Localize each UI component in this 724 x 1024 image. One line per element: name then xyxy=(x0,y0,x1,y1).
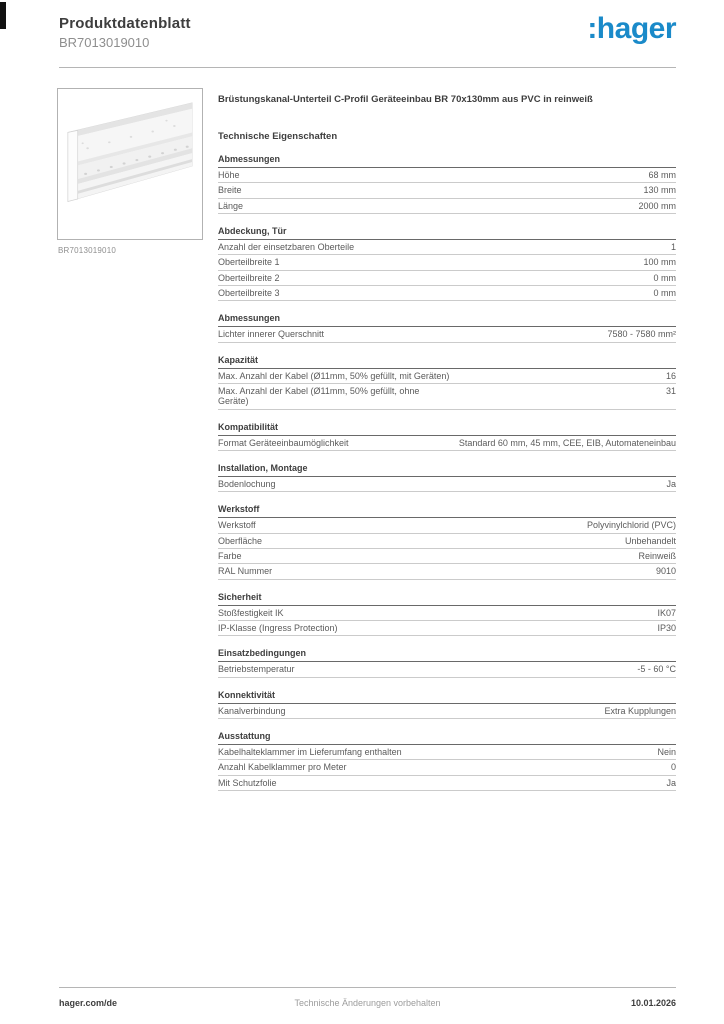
spec-row xyxy=(218,518,676,533)
spec-column xyxy=(218,94,676,791)
spec-label: Lichter innerer Querschnitt xyxy=(218,329,325,340)
spec-value: 16 xyxy=(665,370,676,381)
spec-value: 0 xyxy=(670,762,676,773)
spec-row xyxy=(218,436,676,451)
spec-section xyxy=(218,690,676,719)
section-title: Einsatzbedingungen xyxy=(218,648,676,662)
spec-section xyxy=(218,463,676,492)
section-title: Kompatibilität xyxy=(218,422,676,436)
spec-value: Ja xyxy=(666,479,676,489)
product-image-caption: BR7013019010 xyxy=(58,246,117,255)
spec-row xyxy=(218,384,676,410)
spec-row xyxy=(218,477,676,492)
section-title: Abmessungen xyxy=(218,313,676,327)
spec-row xyxy=(218,183,676,198)
spec-value: Reinweiß xyxy=(638,551,676,562)
spec-label: RAL Nummer xyxy=(218,566,273,577)
spec-label: Oberteilbreite 2 xyxy=(218,272,280,283)
spec-value: IK07 xyxy=(657,607,676,618)
spec-section xyxy=(218,592,676,637)
spec-value: 1 xyxy=(670,241,676,252)
spec-label: Anzahl der einsetzbaren Oberteile xyxy=(218,241,355,252)
footer-disclaimer: Technische Änderungen vorbehalten xyxy=(294,998,441,1008)
spec-label: Betriebstemperatur xyxy=(218,664,295,675)
spec-section xyxy=(218,648,676,677)
spec-section xyxy=(218,226,676,301)
section-title: Kapazität xyxy=(218,355,676,369)
section-title: Abmessungen xyxy=(218,154,676,168)
document-header xyxy=(59,15,191,50)
section-title: Sicherheit xyxy=(218,592,676,606)
spec-label: Kanalverbindung xyxy=(218,705,286,716)
spec-row xyxy=(218,549,676,564)
spec-value: 9010 xyxy=(655,566,676,577)
spec-row xyxy=(218,704,676,719)
spec-section xyxy=(218,504,676,579)
document-product-id: BR7013019010 xyxy=(59,35,150,50)
section-title: Werkstoff xyxy=(218,504,676,518)
technical-properties-heading: Technische Eigenschaften xyxy=(218,130,338,142)
product-image-frame xyxy=(57,88,203,240)
spec-value: Standard 60 mm, 45 mm, CEE, EIB, Automateneinbau xyxy=(458,437,676,448)
spec-row xyxy=(218,745,676,760)
spec-value: IP30 xyxy=(657,623,676,634)
spec-label: Max. Anzahl der Kabel (Ø11mm, 50% gefüllt, mit Geräten) xyxy=(218,370,450,381)
spec-value: Ja xyxy=(666,777,676,788)
footer-divider xyxy=(59,987,676,988)
spec-label: Bodenlochung xyxy=(218,479,276,489)
document-title: Produktdatenblatt xyxy=(59,15,191,32)
spec-section xyxy=(218,355,676,410)
spec-label: Oberfläche xyxy=(218,535,263,546)
spec-value: 130 mm xyxy=(643,185,676,196)
spec-value: -5 - 60 °C xyxy=(637,664,676,675)
page-corner-mark xyxy=(0,2,6,29)
hager-logo: :hager xyxy=(587,12,676,45)
spec-label: Mit Schutzfolie xyxy=(218,777,277,788)
spec-label: Format Geräteeinbaumöglichkeit xyxy=(218,437,349,448)
spec-row xyxy=(218,199,676,214)
spec-value: 0 mm xyxy=(653,287,676,298)
spec-label: Anzahl Kabelklammer pro Meter xyxy=(218,762,347,773)
spec-label: Werkstoff xyxy=(218,520,256,531)
spec-row xyxy=(218,606,676,621)
spec-section xyxy=(218,422,676,451)
footer-website: hager.com/de xyxy=(59,998,118,1008)
spec-row xyxy=(218,369,676,384)
spec-value: Nein xyxy=(657,747,676,758)
spec-row xyxy=(218,776,676,791)
spec-value: 31 xyxy=(665,385,676,396)
spec-value: 0 mm xyxy=(653,272,676,283)
spec-row xyxy=(218,327,676,342)
section-title: Installation, Montage xyxy=(218,463,676,477)
spec-label: Max. Anzahl der Kabel (Ø11mm, 50% gefüllt, ohne Geräte) xyxy=(218,385,420,407)
spec-row xyxy=(218,286,676,301)
section-title: Abdeckung, Tür xyxy=(218,226,676,240)
section-title: Konnektivität xyxy=(218,690,676,704)
spec-label: Länge xyxy=(218,200,244,211)
spec-row xyxy=(218,168,676,183)
spec-label: Breite xyxy=(218,185,242,196)
product-title: Brüstungskanal-Unterteil C-Profil Geräteeinbau BR 70x130mm aus PVC in reinweiß xyxy=(218,94,593,105)
spec-value: 100 mm xyxy=(643,257,676,268)
spec-value: 68 mm xyxy=(648,169,676,180)
spec-row xyxy=(218,662,676,677)
spec-row xyxy=(218,621,676,636)
header-divider xyxy=(59,67,676,68)
spec-row xyxy=(218,760,676,775)
spec-value: Polyvinylchlorid (PVC) xyxy=(586,520,676,531)
spec-value: Extra Kupplungen xyxy=(604,705,676,716)
cable-trunking-product-photo xyxy=(58,89,202,239)
spec-row xyxy=(218,564,676,579)
spec-label: Höhe xyxy=(218,169,240,180)
spec-label: Oberteilbreite 1 xyxy=(218,257,280,268)
spec-label: IP-Klasse (Ingress Protection) xyxy=(218,623,338,634)
spec-label: Stoßfestigkeit IK xyxy=(218,607,284,618)
spec-section xyxy=(218,154,676,214)
spec-value: Unbehandelt xyxy=(624,535,676,546)
spec-value: 2000 mm xyxy=(638,200,676,211)
section-title: Ausstattung xyxy=(218,731,676,745)
spec-label: Oberteilbreite 3 xyxy=(218,287,280,298)
spec-section xyxy=(218,731,676,791)
spec-row xyxy=(218,534,676,549)
footer-date: 10.01.2026 xyxy=(630,998,676,1008)
spec-row xyxy=(218,255,676,270)
spec-row xyxy=(218,240,676,255)
spec-sections xyxy=(218,154,676,791)
spec-section xyxy=(218,313,676,342)
spec-label: Kabelhalteklammer im Lieferumfang enthalten xyxy=(218,747,402,758)
spec-label: Farbe xyxy=(218,551,242,562)
spec-row xyxy=(218,271,676,286)
spec-value: 7580 - 7580 mm² xyxy=(607,329,676,340)
